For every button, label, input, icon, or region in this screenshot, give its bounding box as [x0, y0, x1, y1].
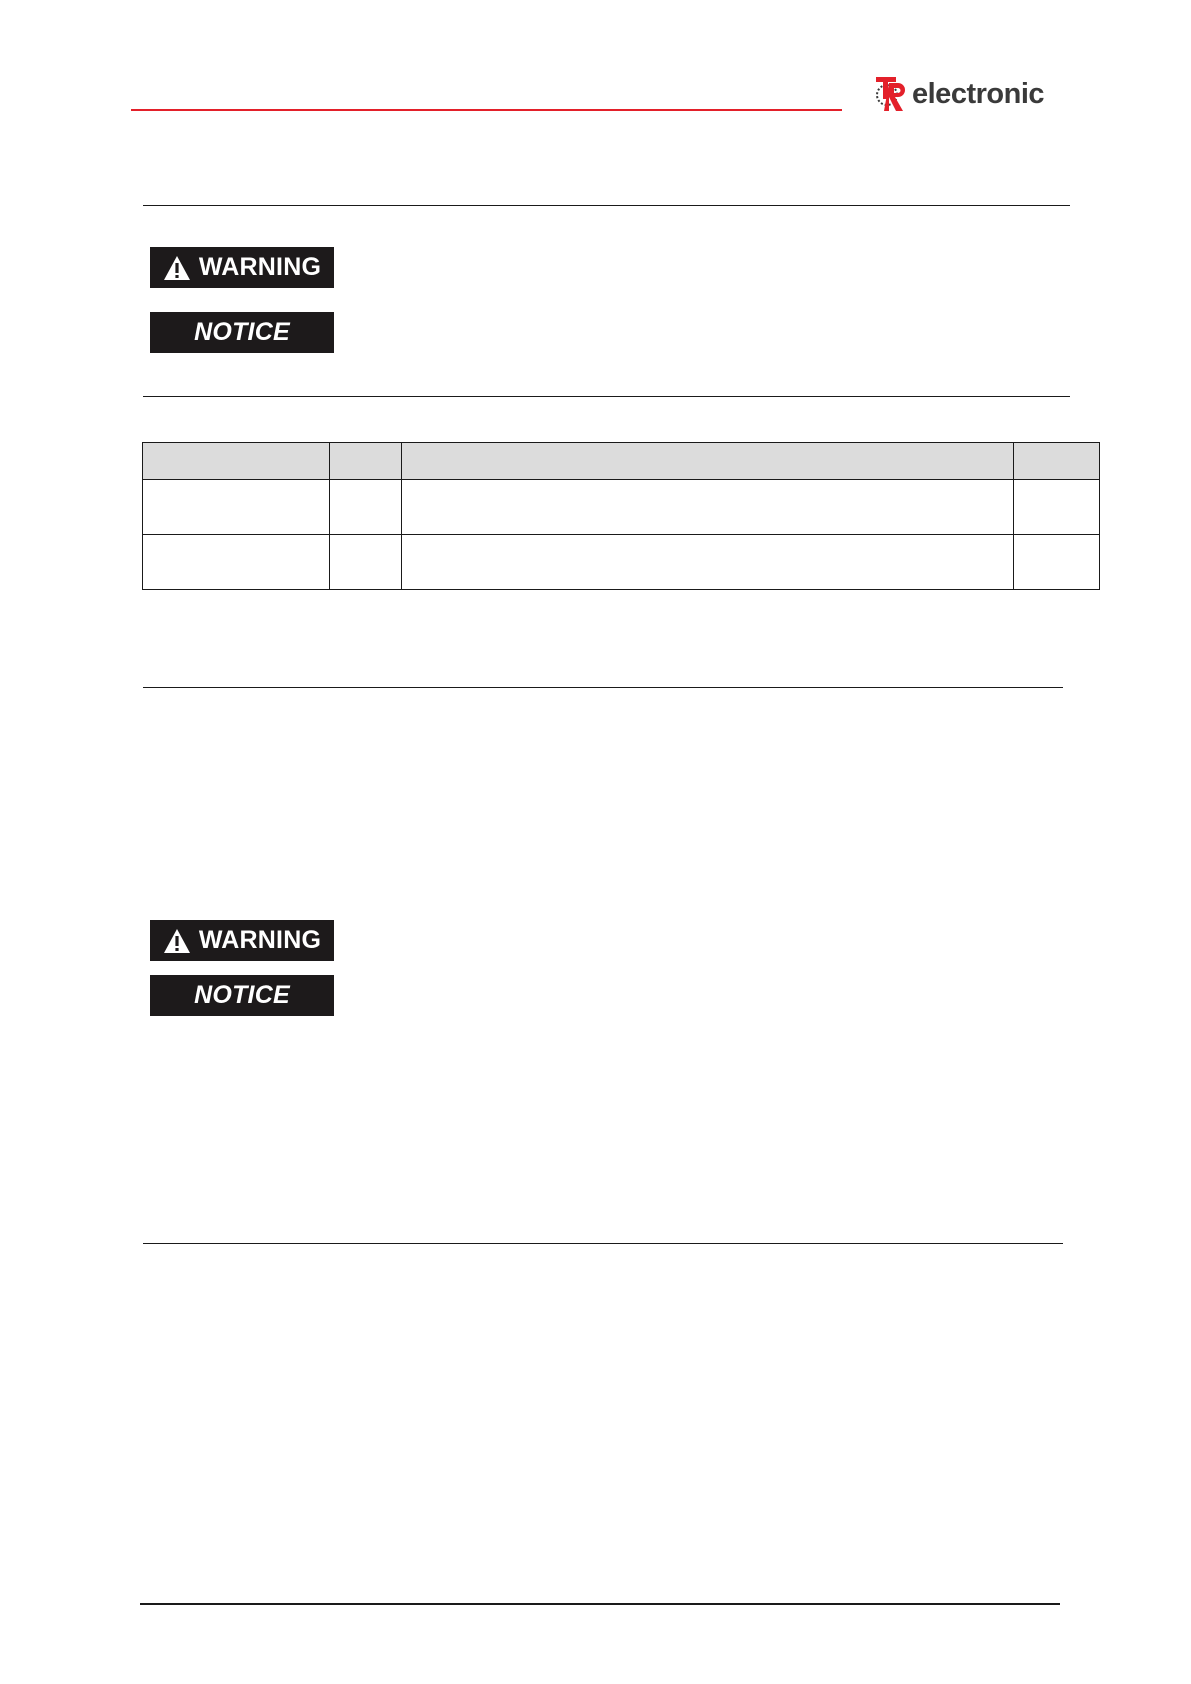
table-row — [143, 480, 1100, 535]
section-rule-bottom — [143, 396, 1070, 397]
logo-wordmark: electronic — [912, 78, 1044, 110]
section-rule-top — [143, 687, 1063, 688]
table-header-cell — [330, 443, 402, 480]
section-rule-bottom — [143, 1243, 1063, 1244]
table-cell — [1014, 480, 1100, 535]
notice-label: NOTICE — [194, 981, 290, 1009]
warning-label: WARNING — [198, 253, 322, 281]
section-rule-top — [143, 205, 1070, 206]
table-header-cell — [1014, 443, 1100, 480]
table-header-cell — [402, 443, 1014, 480]
warning-signal-word — [150, 920, 334, 961]
company-logo — [874, 75, 1054, 115]
revision-table — [142, 442, 1100, 590]
table-row — [143, 535, 1100, 590]
table-cell — [143, 535, 330, 590]
warning-triangle-icon — [163, 255, 191, 281]
notice-label: NOTICE — [194, 318, 290, 346]
table-cell — [1014, 535, 1100, 590]
table-cell — [330, 535, 402, 590]
footer-rule — [140, 1603, 1060, 1605]
table-header-cell — [143, 443, 330, 480]
notice-signal-word — [150, 312, 334, 353]
table-cell — [143, 480, 330, 535]
warning-triangle-icon — [163, 928, 191, 954]
warning-signal-word — [150, 247, 334, 288]
notice-signal-word — [150, 975, 334, 1016]
table-cell — [330, 480, 402, 535]
header-accent-rule — [131, 109, 842, 111]
warning-label: WARNING — [198, 926, 322, 954]
table-cell — [402, 535, 1014, 590]
table-cell — [402, 480, 1014, 535]
table-header-row — [143, 443, 1100, 480]
